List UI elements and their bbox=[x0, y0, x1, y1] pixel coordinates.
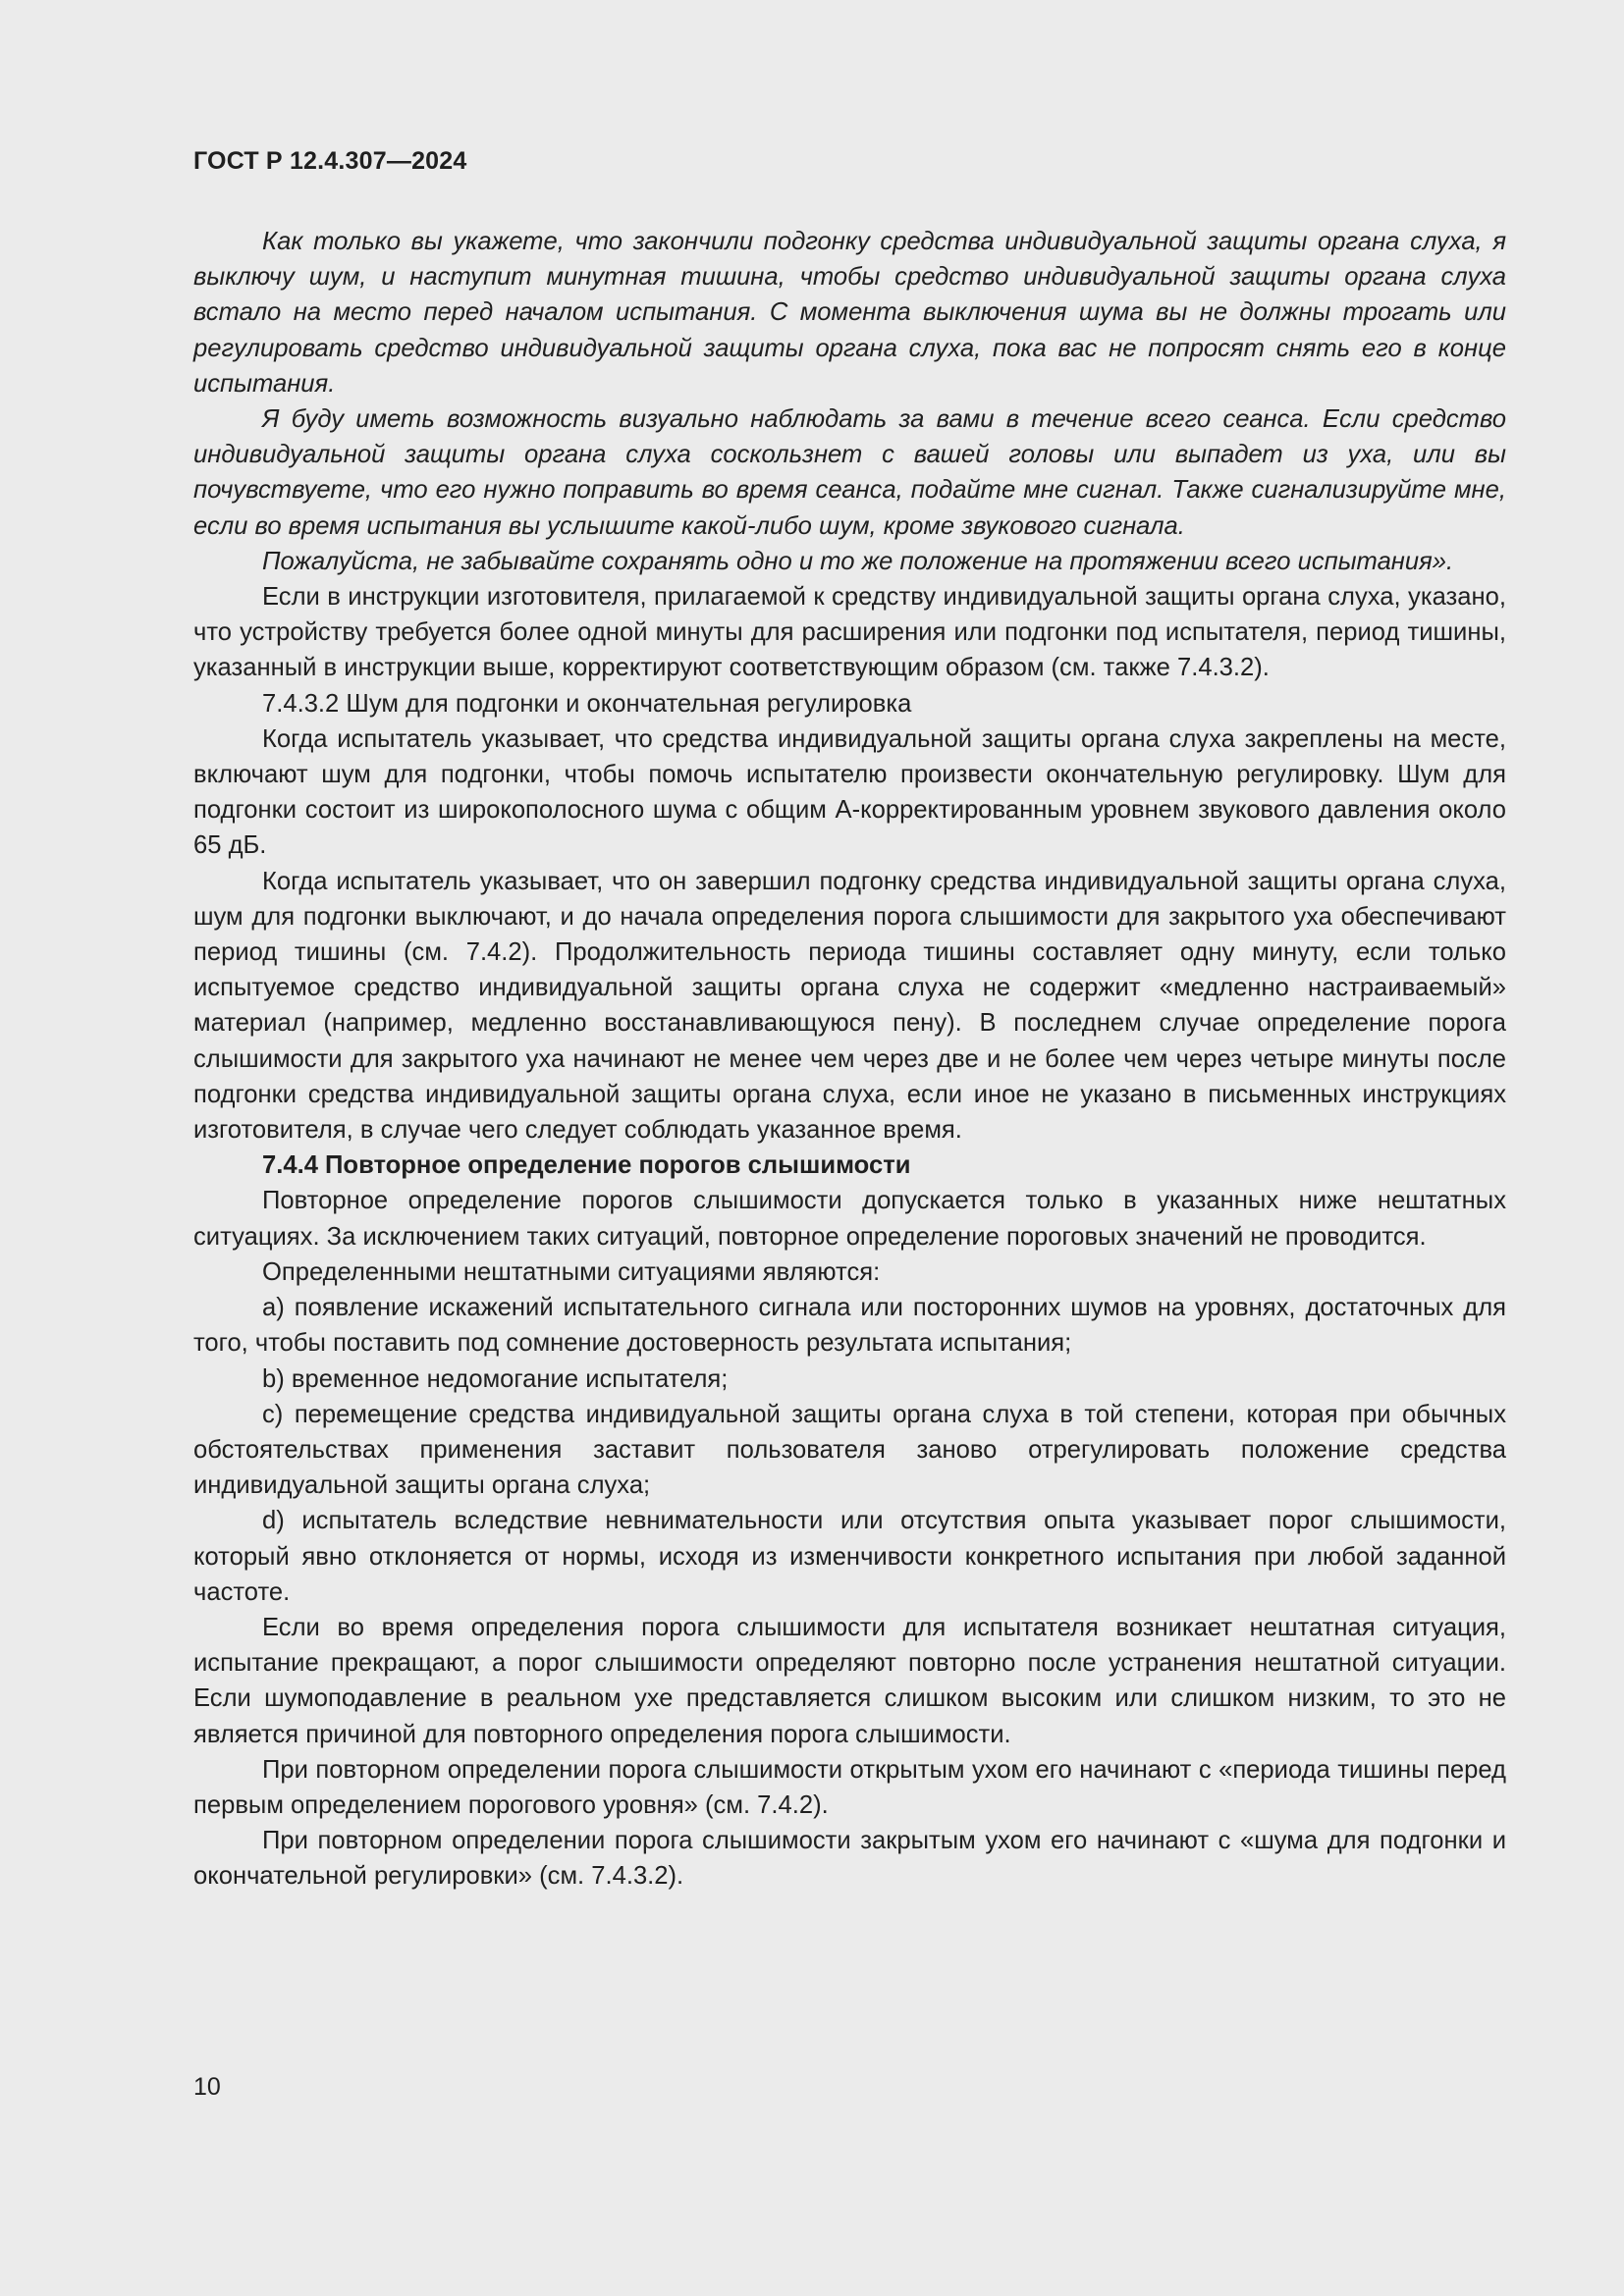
document-body bbox=[193, 224, 1506, 1895]
list-item-c: c) перемещение средства индивидуальной защиты органа слуха в той степени, которая при обычных обстоятельствах применения заставит пользователя заново отрегулировать положение средства индивидуальной защиты органа слуха; bbox=[193, 1400, 1506, 1500]
document-header: ГОСТ Р 12.4.307—2024 bbox=[193, 147, 467, 175]
paragraph-instructions-1: Как только вы укажете, что закончили подгонку средства индивидуальной защиты органа слуха, я выключу шум, и наступит минутная тишина, чтобы средство индивидуальной защиты органа слуха встало на место перед началом испытания. С момента выключения шума вы не должны трогать или регулировать средство индивидуальной защиты органа слуха, пока вас не попросят снять его в конце испытания. bbox=[193, 228, 1506, 398]
list-item-a: a) появление искажений испытательного сигнала или посторонних шумов на уровнях, достаточных для того, чтобы поставить под сомнение достоверность результата испытания; bbox=[193, 1294, 1507, 1358]
paragraph-instructions-2: Я буду иметь возможность визуально наблюдать за вами в течение всего сеанса. Если средство индивидуальной защиты органа слуха соскользнет с вашей головы или выпадет из уха, или вы почувствуете, что его нужно поправить во время сеанса, подайте мне сигнал. Также сигнализируйте мне, если во время испытания вы услышите какой-либо шум, кроме звукового сигнала. bbox=[193, 405, 1506, 540]
list-item-b: b) временное недомогание испытателя; bbox=[262, 1364, 729, 1393]
subsection-heading-7-4-3-2: 7.4.3.2 Шум для подгонки и окончательная регулировка bbox=[262, 689, 912, 718]
paragraph-instructions-3: Пожалуйста, не забывайте сохранять одно и то же положение на протяжении всего испытания». bbox=[262, 547, 1454, 575]
paragraph-silence-period: Когда испытатель указывает, что он завершил подгонку средства индивидуальной защиты органа слуха, шум для подгонки выключают, и до начала определения порога слышимости для закрытого уха обеспечивают период тишины (см. 7.4.2). Продолжительность периода тишины составляет одну минуту, если только испытуемое средство индивидуальной защиты органа слуха не содержит «медленно настраиваемый» материал (например, медленно восстанавливающуюся пену). В последнем случае определение порога слышимости для закрытого уха начинают не менее чем через две и не более чем через четыре минуты после подгонки средства индивидуальной защиты органа слуха, если иное не указано в письменных инструкциях изготовителя, в случае чего следует соблюдать указанное время. bbox=[193, 867, 1506, 1145]
paragraph-manufacturer-note: Если в инструкции изготовителя, прилагаемой к средству индивидуальной защиты органа слуха, указано, что устройству требуется более одной минуты для расширения или подгонки под испытателя, период тишины, указанный в инструкции выше, корректируют соответствующим образом (см. также 7.4.3.2). bbox=[193, 583, 1506, 682]
list-item-d: d) испытатель вследствие невнимательности или отсутствия опыта указывает порог слышимости, который явно отклоняется от нормы, исходя из изменчивости конкретного испытания при любой заданной частоте. bbox=[193, 1507, 1506, 1606]
paragraph-closed-ear-retest: При повторном определении порога слышимости закрытым ухом его начинают с «шума для подгонки и окончательной регулировки» (см. 7.4.3.2). bbox=[193, 1827, 1506, 1891]
paragraph-retest-allowed: Повторное определение порогов слышимости допускается только в указанных ниже нештатных ситуациях. За исключением таких ситуаций, повторное определение пороговых значений не проводится. bbox=[193, 1187, 1506, 1251]
paragraph-open-ear-retest: При повторном определении порога слышимости открытым ухом его начинают с «периода тишины перед первым определением порогового уровня» (см. 7.4.2). bbox=[193, 1755, 1506, 1819]
paragraph-fitting-noise: Когда испытатель указывает, что средства индивидуальной защиты органа слуха закреплены на месте, включают шум для подгонки, чтобы помочь испытателю произвести окончательную регулировку. Шум для подгонки состоит из широкополосного шума с общим А-корректированным уровнем звукового давления около 65 дБ. bbox=[193, 724, 1506, 860]
section-heading-7-4-4: 7.4.4 Повторное определение порогов слышимости bbox=[262, 1151, 911, 1180]
paragraph-abnormal-situation: Если во время определения порога слышимости для испытателя возникает нештатная ситуация, испытание прекращают, а порог слышимости определяют повторно после устранения нештатной ситуации. Если шумоподавление в реальном ухе представляется слишком высоким или слишком низким, то это не является причиной для повторного определения порога слышимости. bbox=[193, 1613, 1506, 1748]
paragraph-situations-intro: Определенными нештатными ситуациями являются: bbox=[262, 1257, 881, 1286]
page-number: 10 bbox=[193, 2073, 221, 2101]
